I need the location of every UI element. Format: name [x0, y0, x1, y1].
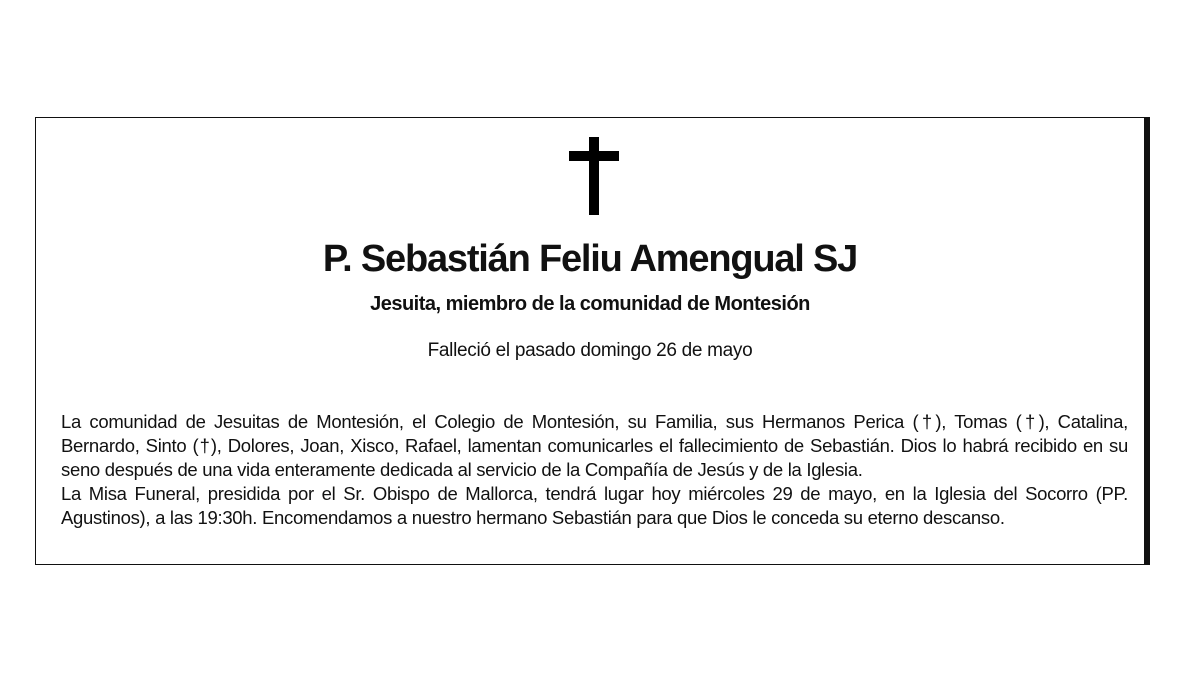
death-date: Falleció el pasado domingo 26 de mayo — [427, 340, 753, 361]
deceased-description: Jesuita, miembro de la comunidad de Montesión — [370, 293, 810, 315]
family-paragraph: La comunidad de Jesuitas de Montesión, el Colegio de Montesión, su Familia, sus Hermanos Perica (†), Tomas (†), Catalina, Bernardo, Sinto (†), Dolores, Joan, Xisco, Rafael, lamentan comunicarles el fallecimiento de Sebastián. Dios lo habrá recibido en su seno después de una vida enteramente dedicada al servicio de la Compañía de Jesús y de la Iglesia. — [61, 411, 1128, 480]
notice-body — [61, 410, 1128, 530]
funeral-paragraph: La Misa Funeral, presidida por el Sr. Obispo de Mallorca, tendrá lugar hoy miércoles 29 de mayo, en la Iglesia del Socorro (PP. Agustinos), a las 19:30h. Encomendamos a nuestro hermano Sebastián para que Dios le conceda su eterno descanso. — [61, 483, 1128, 528]
latin-cross-icon — [569, 137, 619, 215]
deceased-name: P. Sebastián Feliu Amengual SJ — [322, 238, 858, 280]
obituary-notice — [35, 117, 1150, 565]
